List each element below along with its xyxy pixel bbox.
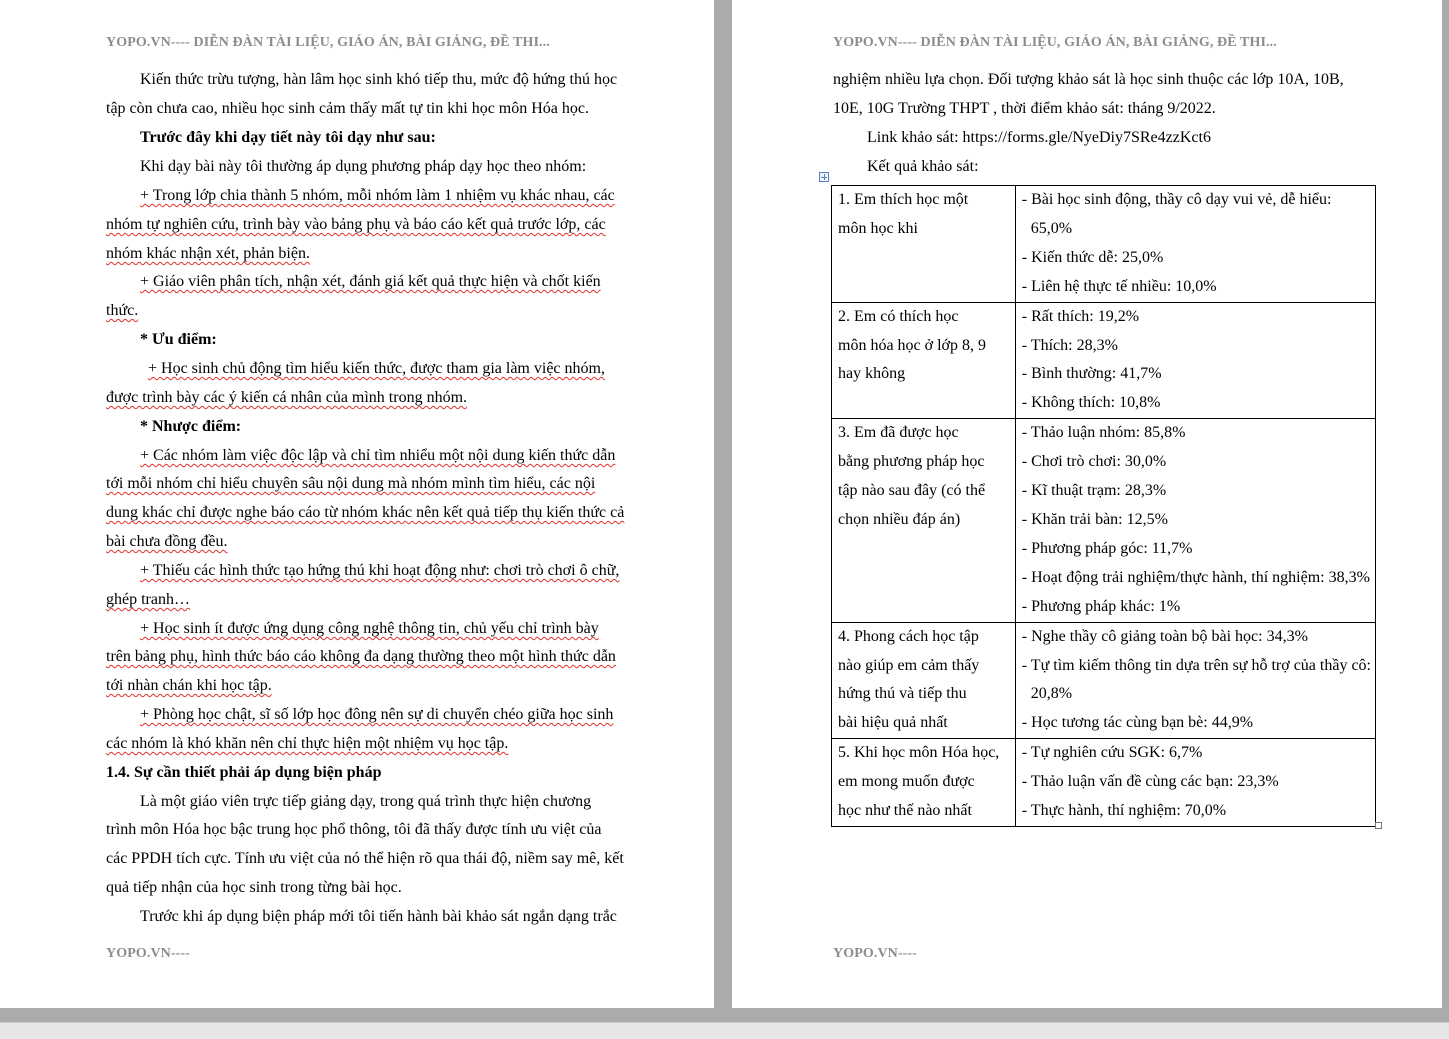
- survey-results-table: [831, 185, 1376, 827]
- section-heading: Trước đây khi dạy tiết này tôi dạy như sau:: [140, 129, 436, 146]
- body-line: 10E, 10G Trường THPT , thời điểm khảo sát: tháng 9/2022.: [833, 100, 1216, 117]
- table-row: [832, 622, 1376, 739]
- answer-option: - Thảo luận nhóm: 85,8%: [1021, 424, 1186, 442]
- question-text: 5. Khi học môn Hóa học,: [838, 744, 1000, 762]
- question-cell: [832, 419, 1016, 622]
- section-heading: * Nhược điểm:: [140, 418, 242, 435]
- answer-option: - Tự tìm kiếm thông tin dựa trên sự hỗ trợ của thầy cô:: [1021, 656, 1371, 674]
- answer-option: - Nghe thầy cô giảng toàn bộ bài học: 34,3%: [1021, 627, 1308, 645]
- table-row: [832, 739, 1376, 827]
- answer-cell: [1015, 302, 1375, 419]
- question-text: bằng phương pháp học: [838, 453, 985, 471]
- question-text: hay không: [838, 365, 906, 383]
- answer-option: - Phương pháp khác: 1%: [1021, 597, 1181, 615]
- body-line: tới nhàn chán khi học tập.: [106, 677, 272, 694]
- question-text: 4. Phong cách học tập: [838, 627, 979, 645]
- question-text: 1. Em thích học một: [838, 191, 969, 208]
- question-text: hứng thú và tiếp thu: [838, 685, 967, 703]
- question-text: em mong muốn được: [838, 773, 975, 791]
- table-row: [832, 419, 1376, 622]
- table-move-handle-icon[interactable]: [819, 172, 829, 182]
- table-row: [832, 302, 1376, 419]
- page-header: YOPO.VN---- DIỄN ĐÀN TÀI LIỆU, GIÁO ÁN, BÀI GIẢNG, ĐỀ THI...: [106, 35, 550, 50]
- section-heading: * Ưu điểm:: [140, 331, 217, 348]
- answer-option: - Bài học sinh động, thầy cô dạy vui vẻ, dễ hiểu:: [1021, 191, 1332, 208]
- body-line: các nhóm là khó khăn nên chỉ thực hiện một nhiệm vụ học tập.: [106, 735, 509, 752]
- answer-option: - Kiến thức dễ: 25,0%: [1021, 248, 1164, 266]
- document-page-right: [732, 0, 1442, 1008]
- answer-option: - Thảo luận vấn đề cùng các bạn: 23,3%: [1021, 773, 1279, 791]
- body-line: + Học sinh chủ động tìm hiểu kiến thức, được tham gia làm việc nhóm,: [148, 360, 605, 377]
- page-header: YOPO.VN---- DIỄN ĐÀN TÀI LIỆU, GIÁO ÁN, BÀI GIẢNG, ĐỀ THI...: [833, 35, 1277, 50]
- body-line: tới mỗi nhóm chỉ hiểu chuyên sâu nội dung mà nhóm mình tìm hiểu, các nội: [106, 475, 596, 492]
- answer-option: - Liên hệ thực tế nhiều: 10,0%: [1021, 277, 1217, 295]
- table-resize-handle-icon[interactable]: [1375, 822, 1382, 829]
- answer-option: - Hoạt động trải nghiệm/thực hành, thí nghiệm: 38,3%: [1021, 568, 1370, 586]
- question-cell: [832, 622, 1016, 739]
- body-line: các PPDH tích cực. Tính ưu việt của nó thể hiện rõ qua thái độ, niềm say mê, kết: [106, 850, 624, 867]
- body-line: được trình bày các ý kiến cá nhân của mình trong nhóm.: [106, 389, 468, 406]
- body-line: nhóm tự nghiên cứu, trình bày vào bảng phụ và báo cáo kết quả trước lớp, các: [106, 216, 606, 233]
- question-text: môn học khi: [838, 219, 918, 237]
- question-text: 2. Em có thích học: [838, 307, 959, 325]
- body-line: bài chưa đồng đều.: [106, 533, 228, 550]
- question-text: tập nào sau đây (có thể: [838, 482, 986, 500]
- answer-option: - Rất thích: 19,2%: [1021, 307, 1140, 325]
- body-line: Là một giáo viên trực tiếp giảng dạy, trong quá trình thực hiện chương: [140, 793, 592, 810]
- question-cell: [832, 186, 1016, 303]
- table-row: [832, 186, 1376, 303]
- answer-option: - Thực hành, thí nghiệm: 70,0%: [1021, 802, 1227, 820]
- answer-option: - Học tương tác cùng bạn bè: 44,9%: [1021, 714, 1254, 732]
- answer-option: - Khăn trải bàn: 12,5%: [1021, 510, 1168, 528]
- body-line: + Thiếu các hình thức tạo hứng thú khi hoạt động như: chơi trò chơi ô chữ,: [140, 562, 620, 579]
- question-text: học như thế nào nhất: [838, 802, 972, 820]
- question-text: chọn nhiều đáp án): [838, 510, 961, 528]
- answer-option: - Thích: 28,3%: [1021, 336, 1118, 354]
- body-line: trên bảng phụ, hình thức báo cáo không đa dạng thường theo một hình thức dẫn: [106, 648, 616, 665]
- question-cell: [832, 302, 1016, 419]
- answer-option: 20,8%: [1030, 685, 1073, 703]
- document-page-left: [0, 0, 714, 1008]
- answer-cell: [1015, 419, 1375, 622]
- page-footer: YOPO.VN----: [833, 946, 917, 961]
- question-text: bài hiệu quả nhất: [838, 714, 948, 732]
- horizontal-scrollbar[interactable]: [0, 1022, 1449, 1039]
- body-line: nhóm khác nhận xét, phản biện.: [106, 245, 310, 262]
- answer-option: - Tự nghiên cứu SGK: 6,7%: [1021, 744, 1203, 762]
- answer-cell: [1015, 186, 1375, 303]
- body-line: thức.: [106, 302, 139, 319]
- body-line: Khi dạy bài này tôi thường áp dụng phương pháp dạy học theo nhóm:: [140, 158, 587, 175]
- body-line: ghép tranh…: [106, 591, 190, 608]
- question-cell: [832, 739, 1016, 827]
- body-line: + Các nhóm làm việc độc lập và chỉ tìm nhiểu một nội dung kiến thức dẫn: [140, 447, 616, 464]
- body-line: Kết quả khảo sát:: [867, 158, 979, 175]
- body-line: tập còn chưa cao, nhiều học sinh cảm thấy mất tự tin khi học môn Hóa học.: [106, 100, 589, 117]
- question-text: 3. Em đã được học: [838, 424, 959, 442]
- section-heading: 1.4. Sự cần thiết phải áp dụng biện pháp: [106, 764, 382, 781]
- question-text: môn hóa học ở lớp 8, 9: [838, 336, 987, 354]
- answer-cell: [1015, 739, 1375, 827]
- body-line: + Trong lớp chia thành 5 nhóm, mỗi nhóm làm 1 nhiệm vụ khác nhau, các: [140, 187, 615, 204]
- body-line: + Học sinh ít được ứng dụng công nghệ thông tin, chủ yếu chỉ trình bày: [140, 620, 599, 637]
- page-footer: YOPO.VN----: [106, 946, 190, 961]
- body-line: dung khác chỉ được nghe báo cáo từ nhóm khác nên kết quả tiếp thụ kiến thức cả: [106, 504, 625, 521]
- body-line: + Phòng học chật, sĩ số lớp học đông nên sự di chuyển chéo giữa học sinh: [140, 706, 614, 723]
- answer-option: - Kĩ thuật trạm: 28,3%: [1021, 482, 1167, 500]
- body-line: Trước khi áp dụng biện pháp mới tôi tiến hành bài khảo sát ngắn dạng trắc: [140, 908, 617, 925]
- body-line: trình môn Hóa học bậc trung học phổ thông, tôi đã thấy được tính ưu việt của: [106, 821, 602, 838]
- answer-option: - Phương pháp góc: 11,7%: [1021, 539, 1193, 557]
- body-line: nghiệm nhiều lựa chọn. Đối tượng khảo sát là học sinh thuộc các lớp 10A, 10B,: [833, 71, 1344, 88]
- answer-option: - Bình thường: 41,7%: [1021, 365, 1162, 383]
- question-text: nào giúp em cảm thấy: [838, 656, 980, 674]
- answer-option: - Chơi trò chơi: 30,0%: [1021, 453, 1167, 471]
- body-line: + Giáo viên phân tích, nhận xét, đánh giá kết quả thực hiện và chốt kiến: [140, 273, 601, 290]
- answer-cell: [1015, 622, 1375, 739]
- answer-option: - Không thích: 10,8%: [1021, 394, 1161, 412]
- body-line: quả tiếp nhận của học sinh trong từng bài học.: [106, 879, 402, 896]
- survey-link-line: Link khảo sát: https://forms.gle/NyeDiy7SRe4zzKct6: [867, 129, 1211, 146]
- body-line: Kiến thức trừu tượng, hàn lâm học sinh khó tiếp thu, mức độ hứng thú học: [140, 71, 618, 88]
- answer-option: 65,0%: [1030, 219, 1073, 237]
